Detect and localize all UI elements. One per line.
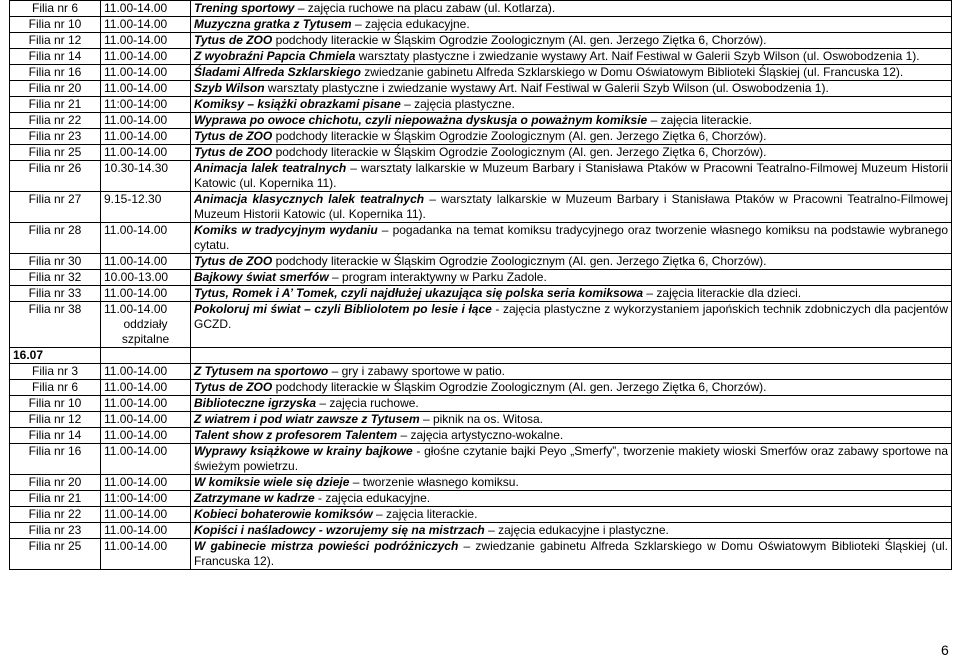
time-cell	[101, 81, 191, 97]
event-description: warsztaty plastyczne i zwiedzanie wystawy Art. Naif Festiwal w Galerii Szyb Wilson (ul. Oswobodzenia 1).	[264, 81, 829, 95]
branch-cell: Filia nr 33	[10, 286, 101, 302]
time-text: 11.00-14.00	[104, 380, 168, 394]
schedule-sheet	[9, 0, 951, 570]
time-text: 11:00-14:00	[104, 97, 168, 111]
table-row	[10, 97, 952, 113]
branch-cell: Filia nr 30	[10, 254, 101, 270]
event-title: Pokoloruj mi świat – czyli Bibliolotem po lesie i łące	[194, 302, 492, 316]
time-text: 11.00-14.00	[104, 17, 168, 31]
table-row	[10, 113, 952, 129]
table-row	[10, 81, 952, 97]
time-cell	[101, 129, 191, 145]
time-text: 11.00-14.00	[104, 539, 168, 553]
date-heading: 16.07	[10, 348, 101, 364]
time-cell	[101, 412, 191, 428]
event-cell	[191, 49, 952, 65]
branch-cell: Filia nr 20	[10, 81, 101, 97]
table-row	[10, 539, 952, 570]
table-row	[10, 475, 952, 491]
event-description: – zajęcia ruchowe na placu zabaw (ul. Kotlarza).	[294, 1, 556, 15]
time-cell	[101, 364, 191, 380]
table-row	[10, 380, 952, 396]
time-cell	[101, 539, 191, 570]
event-description: – zajęcia ruchowe.	[316, 396, 419, 410]
branch-cell: Filia nr 27	[10, 192, 101, 223]
branch-cell: Filia nr 12	[10, 33, 101, 49]
event-title: Tytus de ZOO	[194, 33, 273, 47]
table-row	[10, 254, 952, 270]
event-title: Muzyczna gratka z Tytusem	[194, 17, 352, 31]
branch-cell: Filia nr 22	[10, 113, 101, 129]
branch-cell: Filia nr 21	[10, 97, 101, 113]
time-text: 11.00-14.00	[104, 396, 168, 410]
branch-cell: Filia nr 14	[10, 49, 101, 65]
event-title: W gabinecie mistrza powieści podróżniczych	[194, 539, 459, 553]
event-cell	[191, 81, 952, 97]
table-row	[10, 49, 952, 65]
branch-cell: Filia nr 16	[10, 444, 101, 475]
event-title: Kobieci bohaterowie komiksów	[194, 507, 373, 521]
event-description: - głośne czytanie bajki Peyo „Smerfy”, tworzenie makiety wioski Smerfów oraz zabawy sportowe na świeżym powietrzu.	[194, 444, 948, 473]
event-title: Szyb Wilson	[194, 81, 265, 95]
event-cell	[191, 65, 952, 81]
time-cell	[101, 286, 191, 302]
event-description: – piknik na os. Witosa.	[419, 412, 543, 426]
branch-cell: Filia nr 25	[10, 145, 101, 161]
branch-cell: Filia nr 6	[10, 380, 101, 396]
event-cell	[191, 161, 952, 192]
schedule-body	[10, 1, 952, 570]
event-cell	[191, 97, 952, 113]
event-title: Z wyobraźni Papcia Chmiela	[194, 49, 356, 63]
time-text: 11.00-14.00	[104, 254, 168, 268]
time-cell	[101, 491, 191, 507]
event-description: warsztaty plastyczne i zwiedzanie wystawy Art. Naif Festiwal w Galerii Szyb Wilson (ul. Oswobodzenia 1).	[355, 49, 920, 63]
time-text: 11.00-14.00	[104, 33, 168, 47]
event-cell	[191, 270, 952, 286]
table-row	[10, 65, 952, 81]
event-cell	[191, 1, 952, 17]
event-cell	[191, 475, 952, 491]
time-text: 11.00-14.00	[104, 523, 168, 537]
event-description: – warsztaty lalkarskie w Muzeum Barbary i Stanisława Ptaków w Pracowni Teatralno-Filmowej Muzeum Historii Katowic (ul. Kopernika 11).	[194, 161, 948, 190]
event-title: Śladami Alfreda Szklarskiego	[194, 65, 361, 79]
event-description: - zajęcia plastyczne z wykorzystaniem japońskich technik zdobniczych dla pacjentów GCZD.	[194, 302, 949, 331]
event-title: Komiksy – książki obrazkami pisane	[194, 97, 401, 111]
event-description: – pogadanka na temat komiksu tradycyjnego oraz tworzenie własnego komiksu na podstawie wybranego cytatu.	[194, 223, 948, 252]
time-text: 11.00-14.00	[104, 507, 168, 521]
event-description: – tworzenie własnego komiksu.	[349, 475, 519, 489]
table-row	[10, 444, 952, 475]
time-text: 11.00-14.00	[104, 65, 168, 79]
event-description: – program interaktywny w Parku Zadole.	[328, 270, 547, 284]
table-row	[10, 523, 952, 539]
time-cell	[101, 192, 191, 223]
event-description: – warsztaty lalkarskie w Muzeum Barbary i Stanisława Ptaków w Pracowni Teatralno-Filmowej Muzeum Historii Katowic (ul. Kopernika 11).	[194, 192, 948, 221]
table-row	[10, 1, 952, 17]
event-title: Tytus de ZOO	[194, 380, 273, 394]
table-row	[10, 223, 952, 254]
event-title: Komiks w tradycyjnym wydaniu	[194, 223, 378, 237]
date-row	[10, 348, 952, 364]
event-title: Animacja lalek teatralnych	[194, 161, 347, 175]
event-cell	[191, 444, 952, 475]
time-cell	[101, 428, 191, 444]
time-text: 10.00-13.00	[104, 270, 169, 284]
event-description: podchody literackie w Śląskim Ogrodzie Zoologicznym (Al. gen. Jerzego Ziętka 6, Chorzów).	[272, 145, 767, 159]
event-description: – gry i zabawy sportowe w patio.	[328, 364, 505, 378]
time-text: 11.00-14.00	[104, 364, 168, 378]
time-text: 11.00-14.00	[104, 1, 168, 15]
time-text: 11.00-14.00	[104, 81, 168, 95]
time-cell	[101, 396, 191, 412]
event-description: – zajęcia artystyczno-wokalne.	[397, 428, 564, 442]
time-cell	[101, 161, 191, 192]
time-text: 10.30-14.30	[104, 161, 169, 175]
event-title: Z wiatrem i pod wiatr zawsze z Tytusem	[194, 412, 420, 426]
time-text: 11:00-14:00	[104, 491, 168, 505]
time-text: 11.00-14.00	[104, 428, 168, 442]
time-text: 11.00-14.00	[104, 475, 168, 489]
event-title: Animacja klasycznych lalek teatralnych	[194, 192, 425, 206]
branch-cell: Filia nr 6	[10, 1, 101, 17]
time-cell	[101, 254, 191, 270]
event-title: W komiksie wiele się dzieje	[194, 475, 350, 489]
event-title: Wyprawa po owoce chichotu, czyli niepoważna dyskusja o poważnym komiksie	[194, 113, 648, 127]
branch-cell: Filia nr 22	[10, 507, 101, 523]
time-cell	[101, 270, 191, 286]
event-description: zwiedzanie gabinetu Alfreda Szklarskiego w Domu Oświatowym Biblioteki Śląskiej (ul. Francuska 12).	[360, 65, 904, 79]
branch-cell: Filia nr 25	[10, 539, 101, 570]
table-row	[10, 396, 952, 412]
branch-cell: Filia nr 10	[10, 17, 101, 33]
table-row	[10, 145, 952, 161]
event-cell	[191, 33, 952, 49]
time-text: 11.00-14.00	[104, 49, 168, 63]
event-cell	[191, 491, 952, 507]
table-row	[10, 428, 952, 444]
event-title: Biblioteczne igrzyska	[194, 396, 317, 410]
time-text: 11.00-14.00	[104, 412, 168, 426]
time-cell	[101, 523, 191, 539]
table-row	[10, 507, 952, 523]
table-row	[10, 270, 952, 286]
time-note: oddziały szpitalne	[121, 317, 170, 346]
event-description: - zajęcia edukacyjne.	[314, 491, 431, 505]
branch-cell: Filia nr 28	[10, 223, 101, 254]
time-text: 9.15-12.30	[104, 192, 162, 206]
time-text: 11.00-14.00	[104, 129, 168, 143]
time-cell	[101, 380, 191, 396]
event-cell	[191, 396, 952, 412]
event-description: – zwiedzanie gabinetu Alfreda Szklarskiego w Domu Oświatowym Biblioteki Śląskiej (ul. Francuska 12).	[194, 539, 948, 568]
page-number: 6	[941, 642, 949, 658]
table-row	[10, 412, 952, 428]
table-row	[10, 491, 952, 507]
time-cell	[101, 65, 191, 81]
branch-cell: Filia nr 14	[10, 428, 101, 444]
time-text: 11.00-14.00	[104, 444, 168, 458]
event-title: Kopiści i naśladowcy - wzorujemy się na mistrzach	[194, 523, 485, 537]
event-cell	[191, 523, 952, 539]
event-cell	[191, 17, 952, 33]
event-title: Zatrzymane w kadrze	[194, 491, 315, 505]
event-description: podchody literackie w Śląskim Ogrodzie Zoologicznym (Al. gen. Jerzego Ziętka 6, Chorzów).	[272, 129, 767, 143]
event-title: Z Tytusem na sportowo	[194, 364, 329, 378]
table-row	[10, 364, 952, 380]
event-cell	[191, 507, 952, 523]
time-cell	[101, 49, 191, 65]
event-description: – zajęcia literackie dla dzieci.	[643, 286, 802, 300]
branch-cell: Filia nr 3	[10, 364, 101, 380]
event-title: Tytus de ZOO	[194, 129, 273, 143]
time-cell	[101, 1, 191, 17]
time-cell	[101, 97, 191, 113]
event-description: podchody literackie w Śląskim Ogrodzie Zoologicznym (Al. gen. Jerzego Ziętka 6, Chorzów).	[272, 380, 767, 394]
event-description: – zajęcia edukacyjne.	[351, 17, 470, 31]
event-cell	[191, 539, 952, 570]
table-row	[10, 129, 952, 145]
event-cell	[191, 412, 952, 428]
branch-cell: Filia nr 21	[10, 491, 101, 507]
event-description: podchody literackie w Śląskim Ogrodzie Zoologicznym (Al. gen. Jerzego Ziętka 6, Chorzów).	[272, 254, 767, 268]
event-cell	[191, 129, 952, 145]
event-description: – zajęcia literackie.	[372, 507, 478, 521]
branch-cell: Filia nr 23	[10, 129, 101, 145]
event-description: – zajęcia literackie.	[647, 113, 752, 127]
event-title: Wyprawy książkowe w krainy bajkowe	[194, 444, 413, 458]
branch-cell: Filia nr 38	[10, 302, 101, 348]
event-cell	[191, 192, 952, 223]
time-text: 11.00-14.00	[104, 145, 168, 159]
event-cell	[191, 364, 952, 380]
time-text: 11.00-14.00	[104, 113, 168, 127]
event-title: Tytus de ZOO	[194, 254, 273, 268]
time-cell	[101, 507, 191, 523]
event-title: Tytus, Romek i A’ Tomek, czyli najdłużej ukazująca się polska seria komiksowa	[194, 286, 644, 300]
time-cell	[101, 33, 191, 49]
branch-cell: Filia nr 16	[10, 65, 101, 81]
time-cell	[101, 475, 191, 491]
event-description: – zajęcia edukacyjne i plastyczne.	[484, 523, 669, 537]
event-cell	[191, 254, 952, 270]
branch-cell: Filia nr 10	[10, 396, 101, 412]
time-text: 11.00-14.00	[104, 286, 168, 300]
branch-cell: Filia nr 26	[10, 161, 101, 192]
event-title: Bajkowy świat smerfów	[194, 270, 329, 284]
time-cell	[101, 17, 191, 33]
time-text: 11.00-14.00	[104, 223, 168, 237]
branch-cell: Filia nr 12	[10, 412, 101, 428]
time-cell	[101, 444, 191, 475]
event-description: podchody literackie w Śląskim Ogrodzie Zoologicznym (Al. gen. Jerzego Ziętka 6, Chorzów).	[272, 33, 767, 47]
table-row	[10, 17, 952, 33]
event-description: – zajęcia plastyczne.	[400, 97, 515, 111]
event-cell	[191, 113, 952, 129]
time-cell	[101, 302, 191, 348]
branch-cell: Filia nr 20	[10, 475, 101, 491]
branch-cell: Filia nr 23	[10, 523, 101, 539]
time-cell	[101, 145, 191, 161]
table-row	[10, 192, 952, 223]
time-cell	[101, 113, 191, 129]
event-cell	[191, 145, 952, 161]
event-title: Talent show z profesorem Talentem	[194, 428, 398, 442]
branch-cell: Filia nr 32	[10, 270, 101, 286]
time-cell	[101, 223, 191, 254]
table-row	[10, 302, 952, 348]
event-cell	[191, 223, 952, 254]
schedule-table	[9, 0, 952, 570]
table-row	[10, 33, 952, 49]
event-cell	[191, 380, 952, 396]
table-row	[10, 286, 952, 302]
time-text: 11.00-14.00	[104, 302, 168, 316]
event-cell	[191, 302, 952, 348]
table-row	[10, 161, 952, 192]
empty-cell	[191, 348, 952, 364]
event-cell	[191, 428, 952, 444]
empty-cell	[101, 348, 191, 364]
event-title: Trening sportowy	[194, 1, 295, 15]
event-cell	[191, 286, 952, 302]
event-title: Tytus de ZOO	[194, 145, 273, 159]
